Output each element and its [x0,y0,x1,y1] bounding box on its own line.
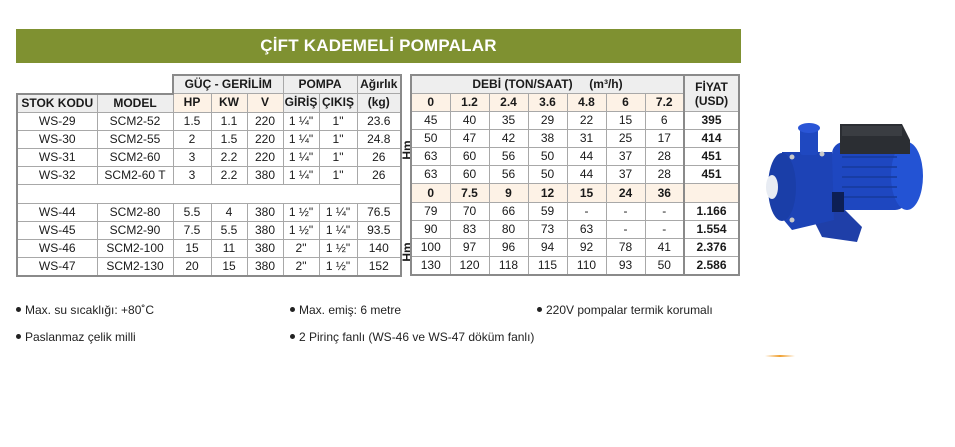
outlet: 1 ¼" [319,221,357,239]
price: 395 [684,112,739,130]
price: 1.554 [684,221,739,239]
bullet-icon [16,334,21,339]
header-outlet: ÇIKIŞ [319,94,357,113]
weight: 76.5 [357,203,401,221]
head-value: - [606,203,645,221]
hp: 1.5 [173,112,211,130]
stock-code: WS-29 [17,112,97,130]
outlet: 1" [319,148,357,166]
specs-table [16,74,402,277]
price: 451 [684,166,739,184]
weight: 26 [357,148,401,166]
note-text: 220V pompalar termik korumalı [546,303,713,317]
flow-value: 7.2 [645,94,684,112]
table-row [411,112,739,130]
flow-values-row [411,184,739,203]
header-price [684,75,739,112]
page-title: ÇİFT KADEMELİ POMPALAR [260,36,497,55]
header-model: MODEL [97,94,173,113]
note-text: Max. emiş: 6 metre [299,303,402,317]
head-value: 60 [450,148,489,166]
table-row [17,130,401,148]
inlet: 1 ¼" [283,130,319,148]
hp: 5.5 [173,203,211,221]
head-value: 80 [489,221,528,239]
head-value: 93 [606,257,645,276]
price: 2.586 [684,257,739,276]
bullet-icon [537,307,542,312]
hp: 20 [173,257,211,276]
hp: 3 [173,166,211,184]
model: SCM2-60 [97,148,173,166]
flow-label: DEBİ (TON/SAAT) [472,77,573,91]
inlet: 1 ½" [283,203,319,221]
weight: 26 [357,166,401,184]
flow-value: 1.2 [450,94,489,112]
flow-value: 9 [489,184,528,203]
outlet: 1 ½" [319,257,357,276]
bullet-icon [290,334,295,339]
model: SCM2-100 [97,239,173,257]
head-value: 59 [528,203,567,221]
head-value: 90 [411,221,450,239]
flow-value: 15 [567,184,606,203]
flow-value: 0 [411,94,450,112]
head-value: 73 [528,221,567,239]
flow-value: 3.6 [528,94,567,112]
empty-price-cell [684,184,739,203]
inlet: 1 ½" [283,221,319,239]
flow-value: 6 [606,94,645,112]
header-weight-unit: (kg) [357,94,401,113]
head-value: 35 [489,112,528,130]
header-flow [411,75,684,94]
price: 414 [684,130,739,148]
flow-value: 0 [411,184,450,203]
head-value: 45 [411,112,450,130]
table-row [17,112,401,130]
head-value: 50 [411,130,450,148]
head-value: 37 [606,166,645,184]
model: SCM2-130 [97,257,173,276]
head-value: 92 [567,239,606,257]
flow-value: 7.5 [450,184,489,203]
table-row [411,239,739,257]
decorative-orange-line [765,355,795,357]
weight: 152 [357,257,401,276]
table-row [411,203,739,221]
head-value: 60 [450,166,489,184]
head-value: 44 [567,166,606,184]
head-axis-label-2: Hm [400,242,414,262]
head-value: 42 [489,130,528,148]
head-value: 63 [411,148,450,166]
flow-value: 12 [528,184,567,203]
table-row [17,203,401,221]
flow-unit: (m³/h) [589,77,623,91]
voltage: 380 [247,239,283,257]
head-value: 115 [528,257,567,276]
head-value: 97 [450,239,489,257]
table-row [17,148,401,166]
flow-value: 36 [645,184,684,203]
kw: 2.2 [211,148,247,166]
head-value: 28 [645,148,684,166]
head-value: 44 [567,148,606,166]
hp: 2 [173,130,211,148]
head-value: 96 [489,239,528,257]
head-value: 56 [489,148,528,166]
table-row [17,166,401,184]
kw: 11 [211,239,247,257]
head-value: 50 [528,166,567,184]
table-row [17,239,401,257]
inlet: 1 ¼" [283,166,319,184]
table-row [17,221,401,239]
bullet-icon [16,307,21,312]
stock-code: WS-31 [17,148,97,166]
kw: 15 [211,257,247,276]
head-value: 130 [411,257,450,276]
head-value: 50 [528,148,567,166]
voltage: 380 [247,221,283,239]
hp: 15 [173,239,211,257]
header-v: V [247,94,283,113]
inlet: 2" [283,257,319,276]
head-value: 63 [411,166,450,184]
weight: 93.5 [357,221,401,239]
inlet: 2" [283,239,319,257]
model: SCM2-80 [97,203,173,221]
head-value: 28 [645,166,684,184]
head-axis-label-1: Hm [400,140,414,160]
head-value: 50 [645,257,684,276]
note-item [290,330,534,344]
outlet: 1" [319,166,357,184]
flow-value: 2.4 [489,94,528,112]
stock-code: WS-30 [17,130,97,148]
table-row [411,221,739,239]
hp: 7.5 [173,221,211,239]
stock-code: WS-45 [17,221,97,239]
header-power-voltage: GÜÇ - GERİLİM [173,75,283,94]
model: SCM2-55 [97,130,173,148]
kw: 4 [211,203,247,221]
head-value: 6 [645,112,684,130]
head-value: 29 [528,112,567,130]
weight: 24.8 [357,130,401,148]
table-row [411,130,739,148]
head-value: 100 [411,239,450,257]
performance-table [410,74,740,276]
table-row [411,166,739,184]
weight: 140 [357,239,401,257]
head-value: 63 [567,221,606,239]
bullet-icon [290,307,295,312]
price-label: FİYAT [695,79,728,94]
note-item [16,330,136,344]
header-stock-code: STOK KODU [17,94,97,113]
head-value: 70 [450,203,489,221]
head-value: 110 [567,257,606,276]
price: 451 [684,148,739,166]
outlet: 1 ½" [319,239,357,257]
title-banner [16,29,741,63]
model: SCM2-90 [97,221,173,239]
head-value: 25 [606,130,645,148]
head-value: 40 [450,112,489,130]
price: 2.376 [684,239,739,257]
header-weight: Ağırlık [357,75,401,94]
kw: 1.1 [211,112,247,130]
note-text: Max. su sıcaklığı: +80˚C [25,303,155,317]
head-value: - [567,203,606,221]
head-value: 79 [411,203,450,221]
header-inlet: GİRİŞ [283,94,319,113]
voltage: 220 [247,112,283,130]
head-value: 15 [606,112,645,130]
note-item [290,303,401,317]
head-value: 47 [450,130,489,148]
kw: 2.2 [211,166,247,184]
head-value: 17 [645,130,684,148]
outlet: 1 ¼" [319,203,357,221]
weight: 23.6 [357,112,401,130]
head-value: 31 [567,130,606,148]
table-row [411,257,739,276]
head-value: - [645,203,684,221]
head-value: 56 [489,166,528,184]
outlet: 1" [319,130,357,148]
stock-code: WS-46 [17,239,97,257]
model: SCM2-60 T [97,166,173,184]
head-value: 22 [567,112,606,130]
kw: 1.5 [211,130,247,148]
pump-image-icon [762,112,932,252]
outlet: 1" [319,112,357,130]
head-value: 118 [489,257,528,276]
kw: 5.5 [211,221,247,239]
head-value: 78 [606,239,645,257]
head-value: 41 [645,239,684,257]
voltage: 220 [247,130,283,148]
stock-code: WS-32 [17,166,97,184]
head-value: 120 [450,257,489,276]
head-value: 94 [528,239,567,257]
note-item [16,303,154,317]
inlet: 1 ¼" [283,112,319,130]
stock-code: WS-47 [17,257,97,276]
stock-code: WS-44 [17,203,97,221]
head-value: - [606,221,645,239]
model: SCM2-52 [97,112,173,130]
header-hp: HP [173,94,211,113]
header-kw: KW [211,94,247,113]
table-row [17,257,401,276]
note-text: 2 Pirinç fanlı (WS-46 ve WS-47 döküm fanlı) [299,330,535,344]
hp: 3 [173,148,211,166]
spacer-row [17,184,401,203]
note-text: Paslanmaz çelik milli [25,330,136,344]
head-value: - [645,221,684,239]
inlet: 1 ¼" [283,148,319,166]
voltage: 380 [247,203,283,221]
head-value: 38 [528,130,567,148]
flow-value: 4.8 [567,94,606,112]
price-unit: (USD) [694,93,729,108]
voltage: 220 [247,148,283,166]
note-item [537,303,713,317]
flow-value: 24 [606,184,645,203]
price: 1.166 [684,203,739,221]
header-pump: POMPA [283,75,357,94]
head-value: 37 [606,148,645,166]
head-value: 66 [489,203,528,221]
head-value: 83 [450,221,489,239]
voltage: 380 [247,166,283,184]
table-row [411,148,739,166]
voltage: 380 [247,257,283,276]
